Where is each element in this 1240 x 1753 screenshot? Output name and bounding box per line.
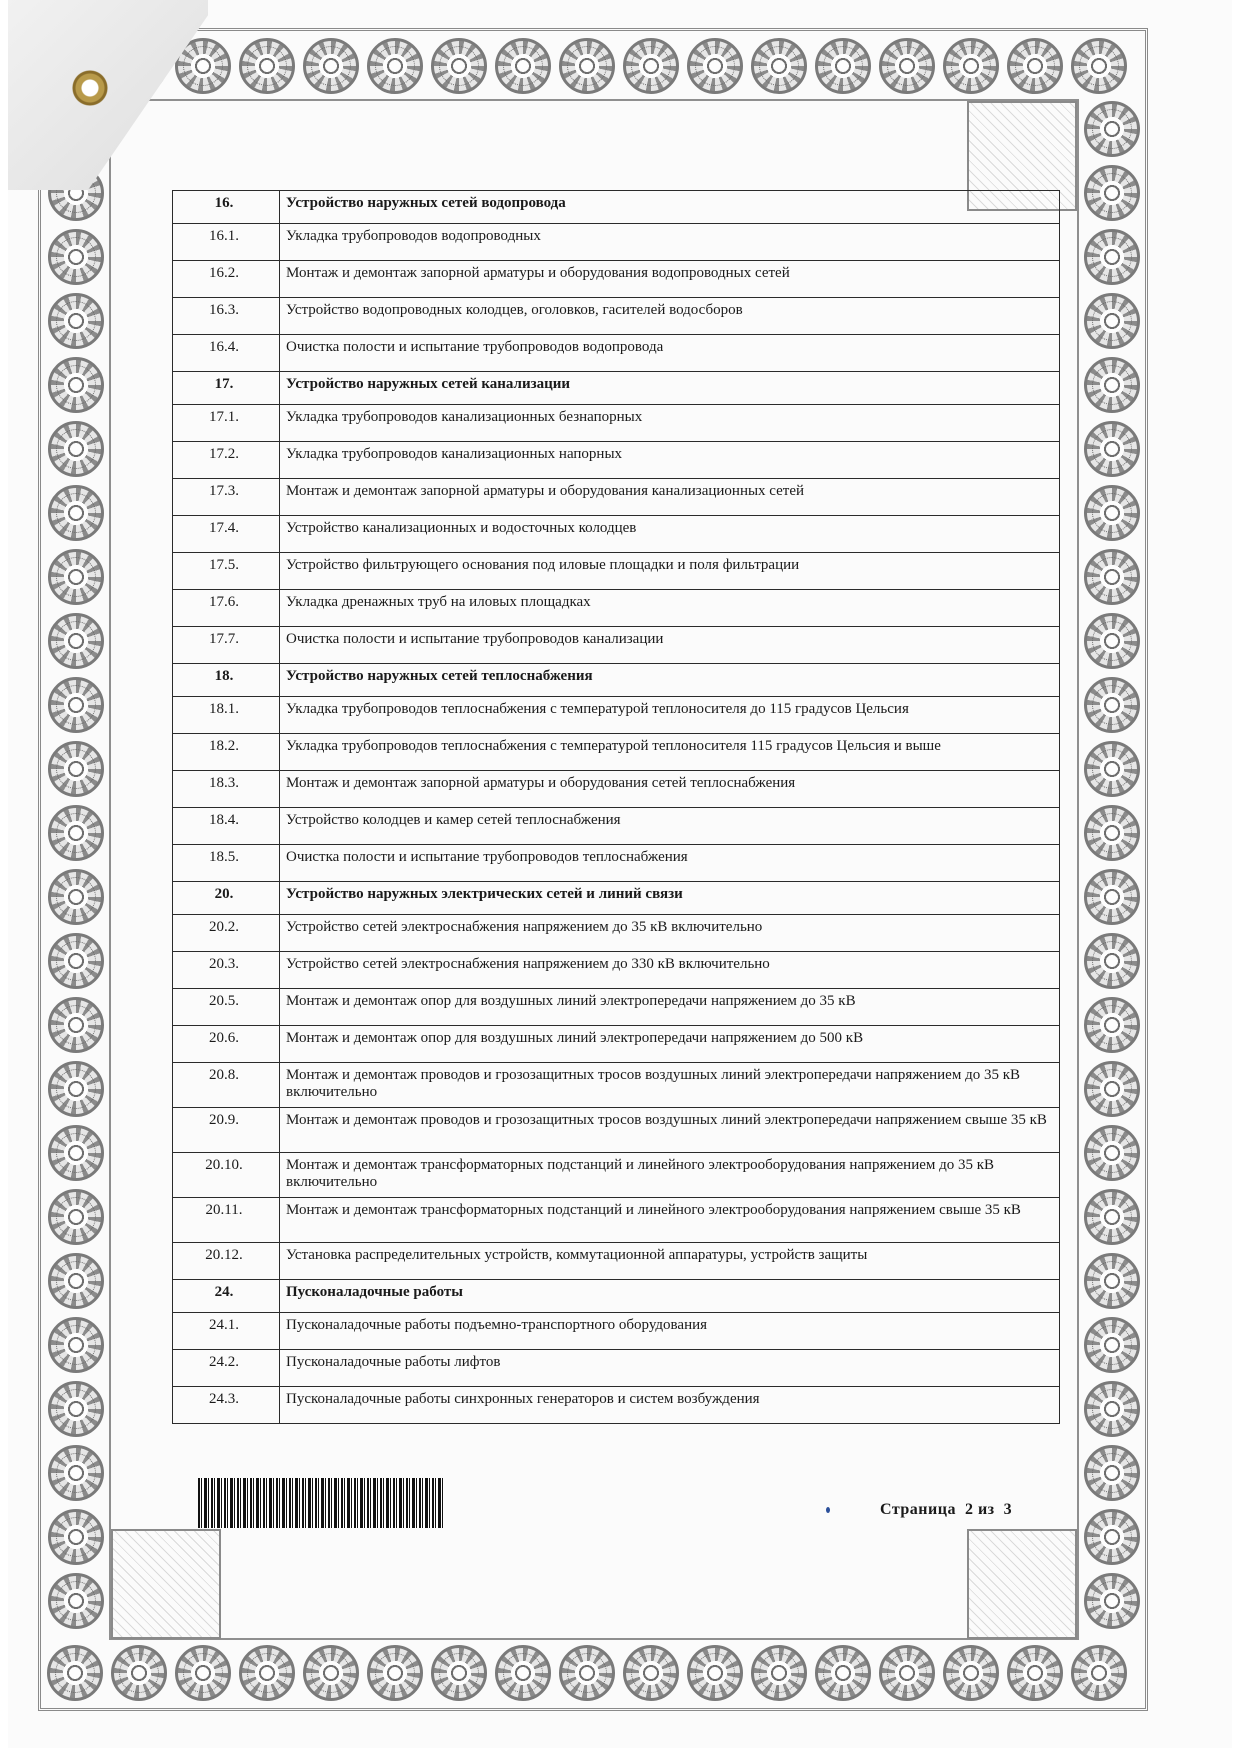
rosette-ornament-icon bbox=[48, 485, 104, 541]
row-number: 16.2. bbox=[173, 261, 280, 298]
row-number: 17.3. bbox=[173, 479, 280, 516]
row-number: 17.1. bbox=[173, 405, 280, 442]
row-description: Пусконаладочные работы подъемно-транспортного оборудования bbox=[280, 1313, 1060, 1350]
rosette-ornament-icon bbox=[239, 1645, 295, 1701]
row-description: Пусконаладочные работы синхронных генераторов и систем возбуждения bbox=[280, 1387, 1060, 1424]
row-description: Укладка трубопроводов канализационных напорных bbox=[280, 442, 1060, 479]
row-description: Очистка полости и испытание трубопроводов канализации bbox=[280, 627, 1060, 664]
rosette-ornament-icon bbox=[1084, 165, 1140, 221]
row-description: Укладка трубопроводов теплоснабжения с температурой теплоносителя 115 градусов Цельсия и выше bbox=[280, 734, 1060, 771]
rosette-ornament-icon bbox=[1084, 677, 1140, 733]
rosette-ornament-icon bbox=[1084, 805, 1140, 861]
rosette-ornament-icon bbox=[1071, 38, 1127, 94]
row-description: Монтаж и демонтаж запорной арматуры и оборудования канализационных сетей bbox=[280, 479, 1060, 516]
row-number: 16.1. bbox=[173, 224, 280, 261]
rosette-ornament-icon bbox=[1084, 1253, 1140, 1309]
border-ornament-top bbox=[43, 35, 1143, 97]
table-row bbox=[173, 298, 1060, 335]
rosette-ornament-icon bbox=[495, 1645, 551, 1701]
rosette-ornament-icon bbox=[1084, 421, 1140, 477]
table-row bbox=[173, 516, 1060, 553]
rosette-ornament-icon bbox=[815, 38, 871, 94]
row-description: Пусконаладочные работы лифтов bbox=[280, 1350, 1060, 1387]
rosette-ornament-icon bbox=[559, 1645, 615, 1701]
row-number: 20.12. bbox=[173, 1243, 280, 1280]
rosette-ornament-icon bbox=[48, 229, 104, 285]
row-number: 16. bbox=[173, 191, 280, 224]
rosette-ornament-icon bbox=[1084, 1445, 1140, 1501]
table-row bbox=[173, 590, 1060, 627]
rosette-ornament-icon bbox=[367, 1645, 423, 1701]
table-row bbox=[173, 697, 1060, 734]
rosette-ornament-icon bbox=[751, 1645, 807, 1701]
rosette-ornament-icon bbox=[48, 677, 104, 733]
section-row bbox=[173, 664, 1060, 697]
rosette-ornament-icon bbox=[879, 38, 935, 94]
table-row bbox=[173, 479, 1060, 516]
table-row bbox=[173, 989, 1060, 1026]
row-number: 24. bbox=[173, 1280, 280, 1313]
rosette-ornament-icon bbox=[1071, 1645, 1127, 1701]
rosette-ornament-icon bbox=[943, 1645, 999, 1701]
rosette-ornament-icon bbox=[48, 613, 104, 669]
rosette-ornament-icon bbox=[879, 1645, 935, 1701]
rosette-ornament-icon bbox=[1084, 357, 1140, 413]
table-row bbox=[173, 808, 1060, 845]
rosette-ornament-icon bbox=[431, 1645, 487, 1701]
row-description: Укладка трубопроводов канализационных безнапорных bbox=[280, 405, 1060, 442]
rosette-ornament-icon bbox=[1084, 997, 1140, 1053]
rosette-ornament-icon bbox=[48, 1253, 104, 1309]
row-description: Монтаж и демонтаж проводов и грозозащитных тросов воздушных линий электропередачи напряжением свыше 35 кВ bbox=[280, 1108, 1060, 1153]
grommet-eyelet-icon bbox=[72, 70, 108, 106]
row-description: Устройство колодцев и камер сетей теплоснабжения bbox=[280, 808, 1060, 845]
row-number: 17.6. bbox=[173, 590, 280, 627]
rosette-ornament-icon bbox=[431, 38, 487, 94]
corner-ornament-bottom-left bbox=[111, 1529, 221, 1639]
rosette-ornament-icon bbox=[687, 38, 743, 94]
row-number: 18.1. bbox=[173, 697, 280, 734]
row-number: 18.3. bbox=[173, 771, 280, 808]
rosette-ornament-icon bbox=[1084, 1125, 1140, 1181]
rosette-ornament-icon bbox=[48, 1125, 104, 1181]
rosette-ornament-icon bbox=[1084, 741, 1140, 797]
row-description: Устройство наружных сетей канализации bbox=[280, 372, 1060, 405]
table-row bbox=[173, 261, 1060, 298]
rosette-ornament-icon bbox=[303, 1645, 359, 1701]
rosette-ornament-icon bbox=[1007, 38, 1063, 94]
rosette-ornament-icon bbox=[1007, 1645, 1063, 1701]
row-description: Монтаж и демонтаж трансформаторных подстанций и линейного электрооборудования напряжением до 35 кВ включительно bbox=[280, 1153, 1060, 1198]
rosette-ornament-icon bbox=[48, 933, 104, 989]
row-description: Укладка трубопроводов водопроводных bbox=[280, 224, 1060, 261]
rosette-ornament-icon bbox=[1084, 933, 1140, 989]
row-description: Укладка дренажных труб на иловых площадках bbox=[280, 590, 1060, 627]
table-row bbox=[173, 1063, 1060, 1108]
rosette-ornament-icon bbox=[1084, 1573, 1140, 1629]
row-description: Устройство наружных электрических сетей и линий связи bbox=[280, 882, 1060, 915]
rosette-ornament-icon bbox=[1084, 1061, 1140, 1117]
row-number: 18.4. bbox=[173, 808, 280, 845]
section-row bbox=[173, 191, 1060, 224]
rosette-ornament-icon bbox=[303, 38, 359, 94]
row-number: 20.2. bbox=[173, 915, 280, 952]
rosette-ornament-icon bbox=[48, 549, 104, 605]
rosette-ornament-icon bbox=[48, 1445, 104, 1501]
row-number: 18.2. bbox=[173, 734, 280, 771]
row-description: Установка распределительных устройств, коммутационной аппаратуры, устройств защиты bbox=[280, 1243, 1060, 1280]
rosette-ornament-icon bbox=[48, 421, 104, 477]
rosette-ornament-icon bbox=[751, 38, 807, 94]
border-ornament-bottom bbox=[43, 1642, 1143, 1704]
row-description: Монтаж и демонтаж опор для воздушных линий электропередачи напряжением до 35 кВ bbox=[280, 989, 1060, 1026]
table-row bbox=[173, 1313, 1060, 1350]
row-number: 20. bbox=[173, 882, 280, 915]
rosette-ornament-icon bbox=[48, 741, 104, 797]
row-number: 17.7. bbox=[173, 627, 280, 664]
page-number: Страница 2 из 3 bbox=[880, 1501, 1013, 1518]
row-number: 20.5. bbox=[173, 989, 280, 1026]
rosette-ornament-icon bbox=[1084, 869, 1140, 925]
table-row bbox=[173, 1243, 1060, 1280]
rosette-ornament-icon bbox=[239, 38, 295, 94]
table-row bbox=[173, 335, 1060, 372]
rosette-ornament-icon bbox=[623, 38, 679, 94]
row-description: Укладка трубопроводов теплоснабжения с температурой теплоносителя до 115 градусов Цельсия bbox=[280, 697, 1060, 734]
rosette-ornament-icon bbox=[48, 1317, 104, 1373]
section-row bbox=[173, 882, 1060, 915]
row-description: Пусконаладочные работы bbox=[280, 1280, 1060, 1313]
rosette-ornament-icon bbox=[1084, 1317, 1140, 1373]
rosette-ornament-icon bbox=[1084, 485, 1140, 541]
row-number: 24.3. bbox=[173, 1387, 280, 1424]
rosette-ornament-icon bbox=[48, 1189, 104, 1245]
rosette-ornament-icon bbox=[1084, 293, 1140, 349]
row-number: 20.8. bbox=[173, 1063, 280, 1108]
rosette-ornament-icon bbox=[1084, 229, 1140, 285]
rosette-ornament-icon bbox=[1084, 101, 1140, 157]
border-ornament-right bbox=[1081, 97, 1143, 1642]
row-description: Устройство наружных сетей теплоснабжения bbox=[280, 664, 1060, 697]
rosette-ornament-icon bbox=[48, 805, 104, 861]
table-row bbox=[173, 1198, 1060, 1243]
table-row bbox=[173, 1350, 1060, 1387]
ink-mark bbox=[826, 1507, 830, 1513]
rosette-ornament-icon bbox=[175, 1645, 231, 1701]
border-ornament-left bbox=[45, 97, 107, 1642]
row-number: 17.2. bbox=[173, 442, 280, 479]
rosette-ornament-icon bbox=[1084, 1189, 1140, 1245]
row-description: Монтаж и демонтаж опор для воздушных линий электропередачи напряжением до 500 кВ bbox=[280, 1026, 1060, 1063]
section-row bbox=[173, 1280, 1060, 1313]
corner-ornament-bottom-right bbox=[967, 1529, 1077, 1639]
table-row bbox=[173, 224, 1060, 261]
row-number: 16.4. bbox=[173, 335, 280, 372]
row-description: Устройство водопроводных колодцев, оголовков, гасителей водосборов bbox=[280, 298, 1060, 335]
row-number: 17.4. bbox=[173, 516, 280, 553]
rosette-ornament-icon bbox=[48, 1573, 104, 1629]
table-row bbox=[173, 734, 1060, 771]
rosette-ornament-icon bbox=[48, 1381, 104, 1437]
works-table bbox=[172, 190, 1060, 1424]
row-number: 18. bbox=[173, 664, 280, 697]
table-row bbox=[173, 1153, 1060, 1198]
row-number: 17.5. bbox=[173, 553, 280, 590]
row-number: 20.6. bbox=[173, 1026, 280, 1063]
row-description: Очистка полости и испытание трубопроводов теплоснабжения bbox=[280, 845, 1060, 882]
row-number: 16.3. bbox=[173, 298, 280, 335]
table-row bbox=[173, 1026, 1060, 1063]
rosette-ornament-icon bbox=[495, 38, 551, 94]
table-row bbox=[173, 442, 1060, 479]
section-row bbox=[173, 372, 1060, 405]
row-description: Монтаж и демонтаж запорной арматуры и оборудования сетей теплоснабжения bbox=[280, 771, 1060, 808]
rosette-ornament-icon bbox=[47, 1645, 103, 1701]
row-description: Устройство сетей электроснабжения напряжением до 330 кВ включительно bbox=[280, 952, 1060, 989]
row-number: 20.11. bbox=[173, 1198, 280, 1243]
row-description: Устройство канализационных и водосточных колодцев bbox=[280, 516, 1060, 553]
row-number: 20.9. bbox=[173, 1108, 280, 1153]
table-row bbox=[173, 553, 1060, 590]
table-row bbox=[173, 1387, 1060, 1424]
row-description: Устройство сетей электроснабжения напряжением до 35 кВ включительно bbox=[280, 915, 1060, 952]
row-number: 24.2. bbox=[173, 1350, 280, 1387]
row-description: Очистка полости и испытание трубопроводов водопровода bbox=[280, 335, 1060, 372]
rosette-ornament-icon bbox=[367, 38, 423, 94]
rosette-ornament-icon bbox=[48, 357, 104, 413]
table-row bbox=[173, 627, 1060, 664]
row-number: 20.3. bbox=[173, 952, 280, 989]
table-row bbox=[173, 405, 1060, 442]
table-row bbox=[173, 771, 1060, 808]
rosette-ornament-icon bbox=[559, 38, 615, 94]
table-row bbox=[173, 845, 1060, 882]
rosette-ornament-icon bbox=[48, 869, 104, 925]
table-row bbox=[173, 952, 1060, 989]
rosette-ornament-icon bbox=[1084, 549, 1140, 605]
rosette-ornament-icon bbox=[1084, 1509, 1140, 1565]
rosette-ornament-icon bbox=[48, 1509, 104, 1565]
rosette-ornament-icon bbox=[48, 997, 104, 1053]
row-number: 24.1. bbox=[173, 1313, 280, 1350]
rosette-ornament-icon bbox=[687, 1645, 743, 1701]
row-number: 20.10. bbox=[173, 1153, 280, 1198]
rosette-ornament-icon bbox=[1084, 1381, 1140, 1437]
rosette-ornament-icon bbox=[1084, 613, 1140, 669]
row-description: Монтаж и демонтаж трансформаторных подстанций и линейного электрооборудования напряжением свыше 35 кВ bbox=[280, 1198, 1060, 1243]
row-description: Монтаж и демонтаж проводов и грозозащитных тросов воздушных линий электропередачи напряжением до 35 кВ включительно bbox=[280, 1063, 1060, 1108]
barcode bbox=[198, 1478, 444, 1528]
rosette-ornament-icon bbox=[48, 1061, 104, 1117]
row-description: Монтаж и демонтаж запорной арматуры и оборудования водопроводных сетей bbox=[280, 261, 1060, 298]
rosette-ornament-icon bbox=[943, 38, 999, 94]
row-description: Устройство фильтрующего основания под иловые площадки и поля фильтрации bbox=[280, 553, 1060, 590]
row-description: Устройство наружных сетей водопровода bbox=[280, 191, 1060, 224]
rosette-ornament-icon bbox=[48, 293, 104, 349]
table-row bbox=[173, 915, 1060, 952]
rosette-ornament-icon bbox=[623, 1645, 679, 1701]
row-number: 18.5. bbox=[173, 845, 280, 882]
table-row bbox=[173, 1108, 1060, 1153]
rosette-ornament-icon bbox=[815, 1645, 871, 1701]
rosette-ornament-icon bbox=[111, 1645, 167, 1701]
row-number: 17. bbox=[173, 372, 280, 405]
